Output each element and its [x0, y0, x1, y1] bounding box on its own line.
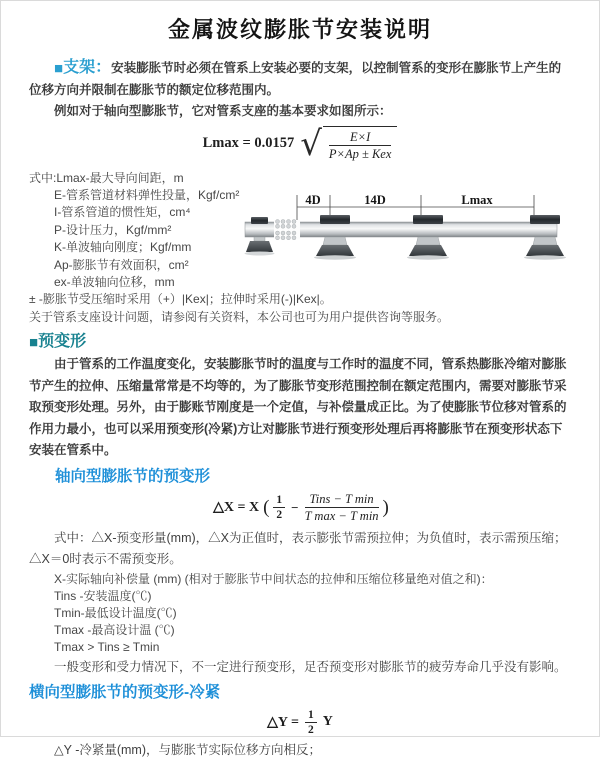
formula-lmax-radicand	[323, 126, 398, 161]
definition-line: E-管系管道材料弹性投量，Kgf/cm²	[54, 187, 240, 202]
formula-delta-y	[29, 704, 571, 740]
minus-sign: −	[291, 499, 299, 515]
formula-lmax-lhs: Lmax = 0.0157	[202, 135, 295, 151]
definition-line: Tmax > Tins ≥ Tmin	[54, 640, 160, 655]
section-square-icon: ■	[29, 334, 39, 352]
bellows	[274, 220, 300, 240]
axial-remark-line: 一般变形和受力情况下，不一定进行预变形，足否预变形对膨胀节的疲劳寿命几乎没有影响。	[54, 659, 567, 674]
lateral-remark-line: △Y -冷紧量(mm)，与膨胀节实际位移方向相反；	[54, 743, 322, 758]
support-paragraph-text: 安装膨胀节时必须在管系上安装必要的支架，以控制管系的变形在膨胀节上产生的位移方向并限制在膨胀节的额定位移范围内。	[29, 61, 562, 97]
guide-support	[314, 215, 356, 260]
fraction-denominator: T max − T min	[304, 509, 379, 524]
fraction-denominator: 2	[307, 723, 314, 736]
section-label-support: 支架：	[63, 59, 112, 76]
temperature-fraction	[305, 492, 379, 523]
pipe-support-diagram	[244, 192, 594, 292]
half-fraction	[305, 709, 317, 736]
definition-line: K-单波轴向刚度；Kgf/mm	[54, 240, 192, 255]
page-title: 金属波纹膨胀节安装说明	[167, 17, 432, 42]
fraction-numerator: 1	[273, 494, 285, 508]
definition-line: P-设计压力，Kgf/mm²	[54, 222, 172, 237]
section-label-predeform: 预变形	[38, 333, 87, 351]
definition-line: X-实际轴向补偿量 (mm) (相对于膨胀节中间状态的拉伸和压缩位移量绝对值之和)：	[54, 571, 493, 586]
subsection-header-lateral: 横向型膨胀节的预变形-冷紧	[29, 684, 221, 702]
radical-sign-icon: √	[300, 123, 322, 164]
close-paren: )	[382, 496, 389, 518]
guide-support	[524, 215, 566, 260]
fraction-numerator: Tins − T min	[305, 492, 379, 508]
guide-support	[407, 215, 449, 260]
fraction-numerator: 1	[305, 709, 317, 723]
definition-line: Ap-膨胀节有效面积，cm²	[54, 257, 189, 272]
definition-line: Tmax -最高设计温 (℃)	[54, 623, 175, 638]
dim-label-lmax: Lmax	[461, 193, 493, 207]
dim-label-14d: 14D	[364, 193, 386, 207]
support-paragraph	[29, 57, 571, 101]
formula-lmax-fraction	[329, 130, 392, 161]
definition-line: 式中:Lmax-最大导向间距，m	[29, 170, 184, 185]
fraction-numerator: E×I	[329, 130, 392, 146]
formula-delta-x	[29, 488, 571, 528]
formula-dy-rhs: Y	[322, 714, 333, 730]
fraction-denominator: 2	[276, 509, 283, 522]
definition-line: 关于管系支座设计问题，请参阅有关资料，本公司也可为用户提供咨询等服务。	[29, 309, 450, 324]
definition-line: Tins -安装温度(℃)	[54, 588, 152, 603]
axial-definition-list	[29, 571, 571, 657]
section-header-predeform	[29, 331, 571, 354]
half-fraction	[273, 494, 285, 521]
predeform-paragraph: 由于管系的工作温度变化，安装膨胀节时的温度与工作时的温度不同，管系热膨胀冷缩对膨胀节产生的拉伸、压缩量常常是不均等的，为了膨胀节变形范围控制在额定范围内，需要对膨胀节采取预变形处理。另外，由于膨账节刚度是一个定值，与补偿量成正比。为了使膨胀节位移对管系的作用力最小，也可以采用预变形(冷紧)方让对膨胀节进行预变形处理后再将膨胀节在预变形状态下安装在管系中。	[29, 357, 567, 458]
formula-dy-lhs: △Y =	[267, 714, 299, 730]
definition-line: Tmin-最低设计温度(℃)	[54, 606, 177, 621]
definition-line: ex-单波轴向位移，mm	[54, 274, 175, 289]
section-square-icon: ■	[54, 60, 64, 77]
formula-lmax	[29, 123, 571, 165]
fraction-denominator: P×Ap ± Kex	[328, 147, 392, 161]
open-paren: (	[263, 496, 270, 518]
axial-explanation-paragraph: 式中：△X-预变形量(mm)，△X为正值时，表示膨张节需预拉伸；为负值时，表示需预压缩；△X＝0时表示不需预变形。	[29, 530, 567, 567]
support-example-line: 例如对于轴向型膨胀节，它对管系支座的基本要求如图所示：	[54, 104, 392, 118]
formula-dx-lhs: △X = X	[213, 500, 260, 516]
definition-line: I-管系管道的惯性矩，cm⁴	[54, 205, 191, 220]
dim-label-4d: 4D	[305, 193, 321, 207]
definition-line: ± -膨胀节受压缩时采用（+）|Kex|；拉伸时采用(-)|Kex|。	[29, 292, 332, 307]
subsection-header-axial: 轴向型膨胀节的预变形	[55, 467, 211, 485]
